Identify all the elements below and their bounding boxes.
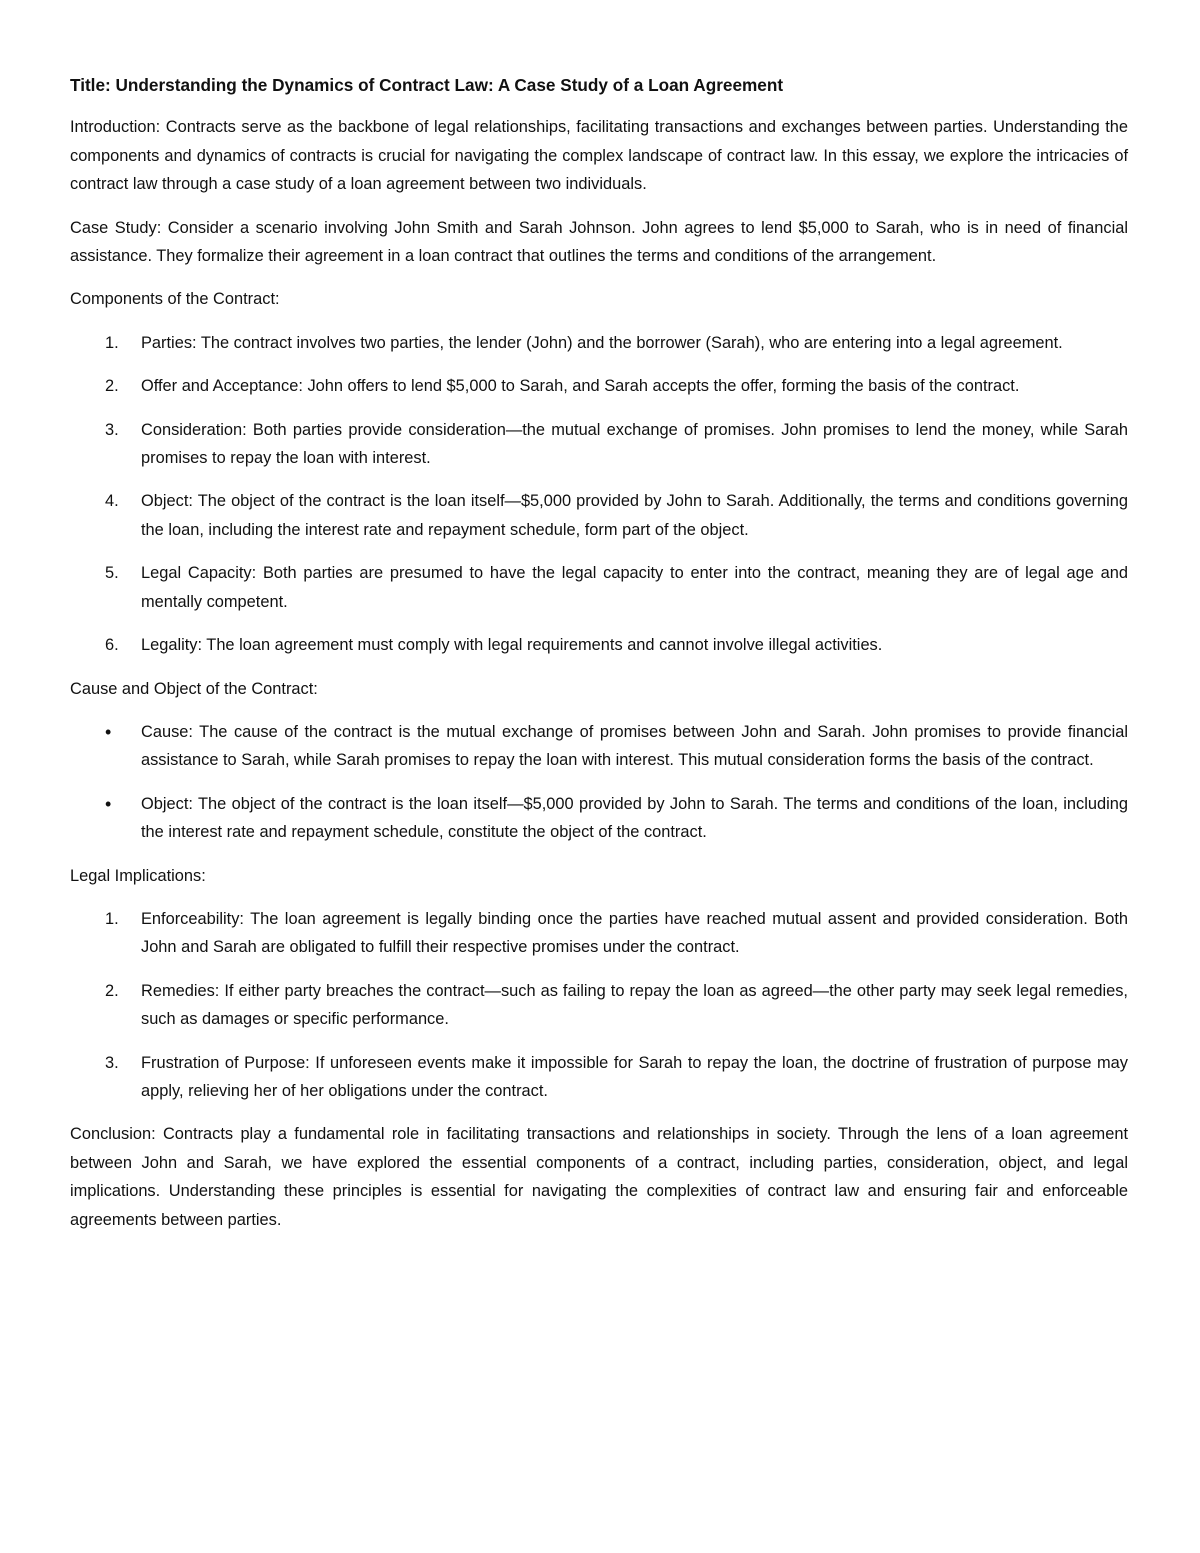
conclusion-paragraph: Conclusion: Contracts play a fundamental role in facilitating transactions and relationships in society. Through the lens of a loan agreement between John and Sarah, we have explored the essential components of a contract, including parties, consideration, object, and legal implications. Understanding these principles is essential for navigating the complexities of contract law and ensuring fair and enforceable agreements between parties. [70,1125,1128,1229]
list-item [70,1049,1128,1106]
list-number: 2. [105,377,119,396]
list-number: 3. [105,420,119,439]
document-title: Title: Understanding the Dynamics of Contract Law: A Case Study of a Loan Agreement [70,75,784,95]
components-heading: Components of the Contract: [70,290,280,309]
list-item [70,416,1128,473]
list-number: 6. [105,636,119,655]
components-list [70,329,1128,660]
cause-list [70,718,1128,847]
list-item-text: Parties: The contract involves two parties, the lender (John) and the borrower (Sarah), who are entering into a legal agreement. [141,333,1063,352]
list-item-text: Legality: The loan agreement must comply with legal requirements and cannot involve illegal activities. [141,636,883,655]
introduction-paragraph: Introduction: Contracts serve as the backbone of legal relationships, facilitating transactions and exchanges between parties. Understanding the components and dynamics of contracts is crucial for navigating the complex landscape of contract law. In this essay, we explore the intricacies of contract law through a case study of a loan agreement between two individuals. [70,118,1128,194]
list-item [70,905,1128,962]
list-item [70,977,1128,1034]
list-item-text: Object: The object of the contract is the loan itself—$5,000 provided by John to Sarah. The terms and conditions of the loan, including the interest rate and repayment schedule, constitute the object of the contract. [141,794,1128,842]
list-item-text: Enforceability: The loan agreement is legally binding once the parties have reached mutual assent and provided consideration. Both John and Sarah are obligated to fulfill their respective promises under the contract. [141,909,1128,957]
list-item [70,718,1128,775]
list-item [70,790,1128,847]
list-item-text: Legal Capacity: Both parties are presumed to have the legal capacity to enter into the contract, meaning they are of legal age and mentally competent. [141,564,1128,611]
list-item [70,329,1128,357]
list-item-text: Frustration of Purpose: If unforeseen events make it impossible for Sarah to repay the loan, the doctrine of frustration of purpose may apply, relieving her of her obligations under the contract. [141,1053,1128,1100]
list-number: 3. [105,1053,119,1072]
list-number: 5. [105,564,119,583]
list-item [70,559,1128,616]
list-item-text: Consideration: Both parties provide consideration—the mutual exchange of promises. John promises to lend the money, while Sarah promises to repay the loan with interest. [141,420,1128,468]
list-item-text: Object: The object of the contract is the loan itself—$5,000 provided by John to Sarah. Additionally, the terms and conditions governing the loan, including the interest rate and repayment schedule, form part of the object. [141,492,1128,539]
case-study-paragraph: Case Study: Consider a scenario involving John Smith and Sarah Johnson. John agrees to lend $5,000 to Sarah, who is in need of financial assistance. They formalize their agreement in a loan contract that outlines the terms and conditions of the arrangement. [70,218,1128,266]
bullet-icon: • [105,721,112,742]
bullet-icon: • [105,793,112,814]
cause-heading: Cause and Object of the Contract: [70,679,318,698]
implications-list [70,905,1128,1105]
list-item-text: Remedies: If either party breaches the contract—such as failing to repay the loan as agreed—the other party may seek legal remedies, such as damages or specific performance. [141,981,1128,1029]
list-item-text: Cause: The cause of the contract is the mutual exchange of promises between John and Sarah. John promises to provide financial assistance to Sarah, while Sarah promises to repay the loan with interest. This mutual consideration forms the basis of the contract. [141,722,1128,770]
list-item [70,487,1128,544]
list-item [70,372,1128,400]
list-number: 1. [105,333,119,352]
list-number: 1. [105,909,119,928]
document-page [70,71,1128,1249]
list-number: 2. [105,981,119,1000]
list-item-text: Offer and Acceptance: John offers to lend $5,000 to Sarah, and Sarah accepts the offer, forming the basis of the contract. [141,377,1020,396]
implications-heading: Legal Implications: [70,866,206,885]
list-number: 4. [105,492,119,511]
list-item [70,631,1128,659]
